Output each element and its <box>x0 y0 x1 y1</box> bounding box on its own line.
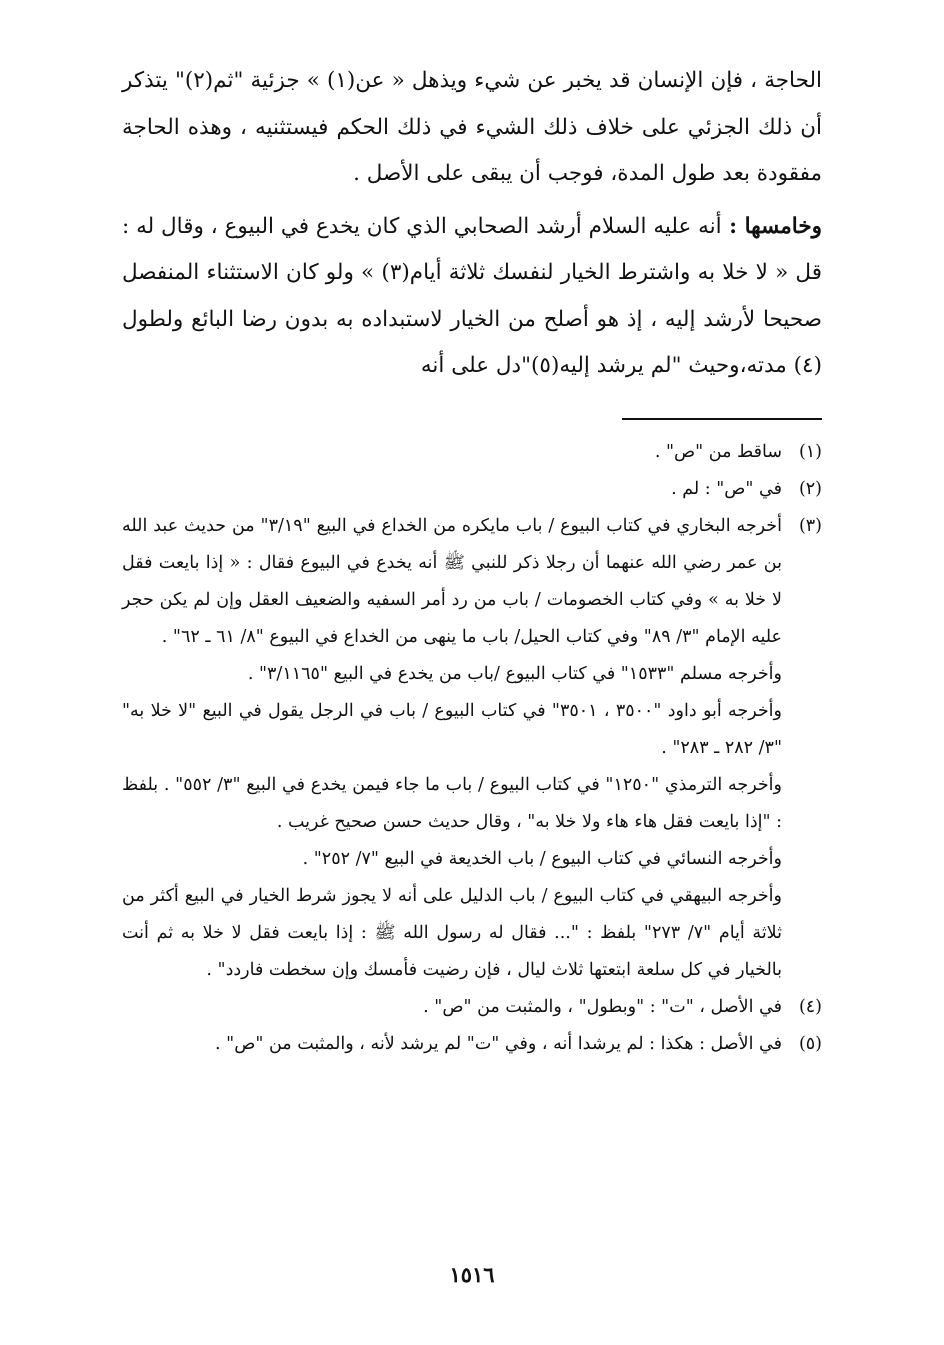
footnote-number: (٤) <box>798 996 822 1017</box>
footnote-paragraph: وأخرجه النسائي في كتاب البيوع / باب الخديعة في البيع "٧/ ٢٥٢" . <box>302 848 782 869</box>
footnote-body <box>122 989 782 1026</box>
footnote <box>122 471 822 508</box>
footnote-body <box>122 1026 782 1063</box>
footnote <box>122 989 822 1026</box>
footnote-paragraph: ساقط من "ص" . <box>654 441 782 462</box>
footnote-separator <box>622 418 822 420</box>
footnote-body <box>122 434 782 471</box>
paragraph-2-text: أنه عليه السلام أرشد الصحابي الذي كان يخدع في البيوع ، وقال له : قل « لا خلا به واشترط الخيار لنفسك ثلاثة أيام(٣) » ولو كان الاستثناء المنفصل صحيحا لأرشد إليه ، إذ هو أصلح من الخيار لاستبداده به بدون رضا البائع ولطول (٤) مدته،وحيث "لم يرشد إليه(٥)"دل على أنه <box>122 213 822 378</box>
main-text <box>122 58 822 390</box>
footnote-paragraph: وأخرجه الترمذي "١٢٥٠" في كتاب البيوع / باب ما جاء فيمن يخدع في البيع "٣/ ٥٥٢" . بلفظ : "إذا بايعت فقل هاء هاء ولا خلا به" ، وقال حديث حسن صحيح غريب . <box>122 774 782 832</box>
footnote-body <box>122 508 782 989</box>
paragraph-1: الحاجة ، فإن الإنسان قد يخبر عن شيء ويذهل « عن(١) » جزئية "ثم(٢)" يتذكر أن ذلك الجزئي على خلاف ذلك الشيء في ذلك الحكم فيستثنيه ، وهذه الحاجة مفقودة بعد طول المدة، فوجب أن يبقى على الأصل . <box>122 68 822 186</box>
footnote <box>122 434 822 471</box>
paragraph-2 <box>122 204 822 390</box>
footnote-paragraph: في "ص" : لم . <box>671 478 782 499</box>
footnote-paragraph: في الأصل ، "ت" : "وبطول" ، والمثبت من "ص" . <box>423 996 782 1017</box>
footnote-body <box>122 471 782 508</box>
footnote-paragraph: وأخرجه أبو داود "٣٥٠٠ ، ٣٥٠١" في كتاب البيوع / باب في الرجل يقول في البيع "لا خلا به" "٣/ ٢٨٢ ـ ٢٨٣" . <box>122 700 782 758</box>
footnote <box>122 1026 822 1063</box>
footnote-number: (٣) <box>798 515 822 536</box>
footnote-paragraph: في الأصل : هكذا : لم يرشدا أنه ، وفي "ت" لم يرشد لأنه ، والمثبت من "ص" . <box>215 1033 782 1054</box>
footnote-number: (٢) <box>798 478 822 499</box>
paragraph-2-lead: وخامسها : <box>721 213 822 239</box>
footnote-number: (١) <box>798 441 822 462</box>
footnote-paragraph: أخرجه البخاري في كتاب البيوع / باب مايكره من الخداع في البيع "٣/١٩" من حديث عبد الله بن عمر رضي الله عنهما أن رجلا ذكر للنبي ﷺ أنه يخدع في البيوع فقال : « إذا بايعت فقل لا خلا به » وفي كتاب الخصومات / باب من رد أمر السفيه والضعيف العقل وإن لم يكن حجر عليه الإمام "٣/ ٨٩" وفي كتاب الحيل/ باب ما ينهى من الخداع في البيوع "٨/ ٦١ ـ ٦٢" . <box>122 515 782 647</box>
page-number: ١٥١٦ <box>449 1262 495 1287</box>
footnote-paragraph: وأخرجه مسلم "١٥٣٣" في كتاب البيوع /باب من يخدع في البيع "٣/١١٦٥" . <box>247 663 782 684</box>
footnote <box>122 508 822 989</box>
footnote-paragraph: وأخرجه البيهقي في كتاب البيوع / باب الدليل على أنه لا يجوز شرط الخيار في البيع أكثر من ثلاثة أيام "٧/ ٢٧٣" بلفظ : "... فقال له رسول الله ﷺ : إذا بايعت فقل لا خلا به ثم أنت بالخيار في كل سلعة ابتعتها ثلاث ليال ، فإن رضيت فأمسك وإن سخطت فاردد" . <box>122 885 782 980</box>
footnotes-section <box>122 434 822 1063</box>
book-page <box>122 58 822 1063</box>
footnote-number: (٥) <box>798 1033 822 1054</box>
